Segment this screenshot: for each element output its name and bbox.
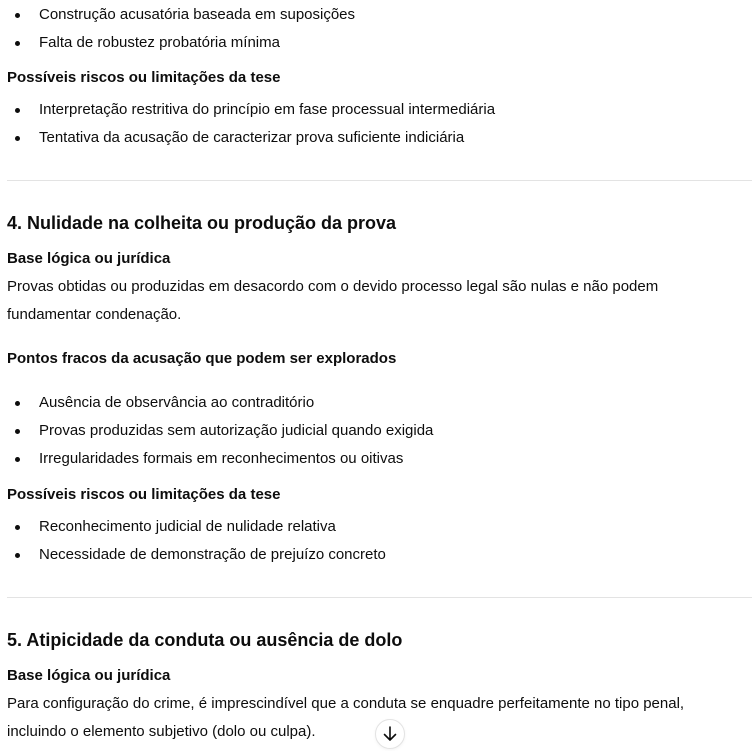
weak-points-list-section3 <box>0 1 753 57</box>
risks-list-section4 <box>0 513 753 569</box>
weak-points-list-section4 <box>0 389 753 473</box>
risks-heading-section3: Possíveis riscos ou limitações da tese <box>7 69 281 86</box>
list-item: Interpretação restritiva do princípio em fase processual intermediária <box>0 96 753 124</box>
arrow-down-icon <box>383 726 397 742</box>
list-item: Construção acusatória baseada em suposições <box>0 1 753 29</box>
list-item: Ausência de observância ao contraditório <box>0 389 753 417</box>
section4-title: 4. Nulidade na colheita ou produção da prova <box>7 213 397 233</box>
list-item: Necessidade de demonstração de prejuízo concreto <box>0 541 753 569</box>
list-item: Reconhecimento judicial de nulidade relativa <box>0 513 753 541</box>
basis-heading-section5: Base lógica ou jurídica <box>7 667 171 684</box>
basis-text-section4-line1: Provas obtidas ou produzidas em desacordo com o devido processo legal são nulas e não podem <box>7 278 659 295</box>
list-item: Tentativa da acusação de caracterizar prova suficiente indiciária <box>0 124 753 152</box>
risks-list-section3 <box>0 96 753 152</box>
list-item: Falta de robustez probatória mínima <box>0 29 753 57</box>
list-item: Provas produzidas sem autorização judicial quando exigida <box>0 417 753 445</box>
risks-heading-section4: Possíveis riscos ou limitações da tese <box>7 486 281 503</box>
list-item: Irregularidades formais em reconhecimentos ou oitivas <box>0 445 753 473</box>
basis-text-section5-line1: Para configuração do crime, é imprescindível que a conduta se enquadre perfeitamente no tipo penal, <box>7 695 685 712</box>
basis-text-section4-line2: fundamentar condenação. <box>7 306 182 323</box>
weak-heading-section4: Pontos fracos da acusação que podem ser explorados <box>7 350 397 367</box>
section5-title: 5. Atipicidade da conduta ou ausência de dolo <box>7 630 403 650</box>
section-divider <box>7 597 752 598</box>
basis-heading-section4: Base lógica ou jurídica <box>7 250 171 267</box>
scroll-to-bottom-button[interactable] <box>375 719 405 749</box>
section-divider <box>7 180 752 181</box>
basis-text-section5-line2: incluindo o elemento subjetivo (dolo ou culpa). <box>7 723 316 740</box>
